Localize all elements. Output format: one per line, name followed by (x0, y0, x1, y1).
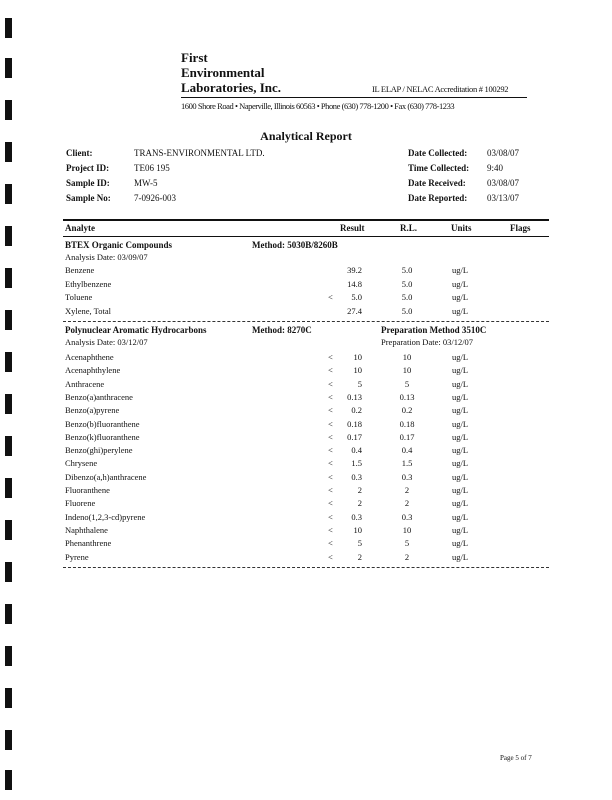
binding-mark (5, 226, 12, 246)
binding-mark (5, 730, 12, 750)
pah-method: Method: 8270C (252, 325, 312, 335)
result-value: 0.3 (351, 511, 362, 522)
date-collected-label: Date Collected: (408, 148, 468, 158)
result-qualifier: < (328, 511, 333, 522)
rl-value: 5.0 (401, 292, 413, 302)
units-value: ug/L (452, 524, 469, 535)
lab-name-line-2: Environmental (181, 65, 265, 80)
pah-separator (63, 567, 549, 568)
analyte-name: Ethylbenzene (65, 278, 112, 289)
table-row (0, 552, 612, 565)
time-collected-label: Time Collected: (408, 163, 470, 173)
column-result: Result (340, 223, 365, 233)
binding-mark (5, 646, 12, 666)
result-qualifier: < (328, 524, 333, 535)
table-row (0, 432, 612, 445)
sample-no-label: Sample No: (66, 193, 111, 203)
column-rl: R.L. (400, 223, 418, 233)
result-value: 0.2 (351, 405, 362, 416)
table-row (0, 445, 612, 458)
pah-prep-date: Preparation Date: 03/12/07 (381, 337, 474, 347)
result-qualifier: < (328, 471, 333, 482)
project-id-label: Project ID: (66, 163, 110, 173)
analyte-name: Benzo(a)pyrene (65, 405, 120, 416)
result-value: 0.4 (351, 445, 362, 456)
units-value: ug/L (452, 471, 469, 482)
result-qualifier: < (328, 431, 333, 442)
result-qualifier: < (328, 538, 333, 549)
date-collected-value: 03/08/07 (487, 148, 520, 158)
date-received-value: 03/08/07 (487, 178, 520, 188)
units-value: ug/L (452, 378, 469, 389)
result-qualifier: < (328, 391, 333, 402)
header-top-rule (63, 219, 549, 221)
rl-value: 0.18 (399, 418, 415, 429)
date-reported-label: Date Reported: (408, 193, 468, 203)
table-row (0, 525, 612, 538)
rl-value: 2 (404, 551, 410, 562)
analyte-name: Acenaphthene (65, 352, 114, 362)
result-value: 10 (353, 524, 362, 535)
binding-mark (5, 142, 12, 162)
binding-mark (5, 604, 12, 624)
rl-value: 0.13 (399, 391, 415, 402)
result-value: 0.17 (347, 431, 362, 442)
binding-mark (5, 770, 12, 790)
rl-value: 0.4 (401, 445, 413, 456)
units-value: ug/L (452, 418, 469, 429)
table-row (0, 485, 612, 498)
result-value: 2 (357, 551, 362, 562)
table-row (0, 538, 612, 551)
rl-value: 0.3 (401, 511, 413, 522)
rl-value: 0.3 (401, 471, 413, 482)
result-value: 0.3 (351, 471, 362, 482)
analyte-name: Benzo(a)anthracene (65, 391, 133, 402)
rl-value: 10 (402, 365, 412, 376)
analyte-name: Anthracene (65, 378, 105, 389)
rl-value: 5 (404, 378, 410, 389)
units-value: ug/L (452, 551, 469, 562)
units-value: ug/L (452, 365, 469, 376)
analyte-name: Fluorene (65, 498, 96, 509)
units-value: ug/L (452, 405, 469, 416)
table-row (0, 379, 612, 392)
result-qualifier: < (328, 292, 333, 302)
analyte-name: Benzo(k)fluoranthene (65, 431, 140, 442)
units-value: ug/L (452, 265, 469, 275)
rl-value: 10 (402, 352, 412, 362)
rl-value: 2 (404, 498, 410, 509)
sample-id-label: Sample ID: (66, 178, 110, 188)
result-qualifier: < (328, 551, 333, 562)
report-title: Analytical Report (260, 129, 352, 143)
analyte-name: Xylene, Total (65, 305, 111, 316)
result-value: 27.4 (347, 305, 362, 316)
lab-name-line-1: First (181, 50, 208, 65)
table-row (0, 498, 612, 511)
table-row (0, 405, 612, 418)
header-bottom-rule (63, 236, 549, 237)
client-value: TRANS-ENVIRONMENTAL LTD. (134, 148, 265, 158)
units-value: ug/L (452, 485, 469, 495)
page-number: Page 5 of 7 (500, 754, 532, 762)
units-value: ug/L (452, 278, 469, 289)
rl-value: 5 (404, 538, 410, 549)
lab-name-line-3: Laboratories, Inc. (181, 80, 282, 95)
analyte-name: Chrysene (65, 458, 98, 469)
table-row (0, 512, 612, 525)
accreditation-text: IL ELAP / NELAC Accreditation # 100292 (372, 84, 509, 94)
analyte-name: Benzene (65, 265, 95, 275)
sample-id-value: MW-5 (134, 178, 158, 188)
units-value: ug/L (452, 498, 469, 509)
units-value: ug/L (452, 352, 469, 362)
result-qualifier: < (328, 378, 333, 389)
pah-section-title: Polynuclear Aromatic Hydrocarbons (65, 325, 207, 335)
result-value: 0.18 (347, 418, 362, 429)
units-value: ug/L (452, 538, 469, 549)
analyte-name: Benzo(ghi)perylene (65, 445, 133, 456)
table-row (0, 419, 612, 432)
rl-value: 5.0 (401, 278, 413, 289)
units-value: ug/L (452, 445, 469, 456)
table-row (0, 306, 612, 319)
result-value: 2 (357, 485, 362, 495)
lab-address: 1600 Shore Road • Naperville, Illinois 60563 • Phone (630) 778-1200 • Fax (630) 778-1233 (181, 101, 455, 111)
units-value: ug/L (452, 431, 469, 442)
column-flags: Flags (510, 223, 531, 233)
result-value: 0.13 (347, 391, 362, 402)
column-units: Units (451, 223, 472, 233)
project-id-value: TE06 195 (134, 163, 170, 173)
result-qualifier: < (328, 405, 333, 416)
analyte-name: Benzo(b)fluoranthene (65, 418, 140, 429)
table-row (0, 279, 612, 292)
letterhead-rule (181, 97, 527, 98)
sample-no-value: 7-0926-003 (134, 193, 176, 203)
binding-mark (5, 58, 12, 78)
analyte-name: Pyrene (65, 551, 89, 562)
table-row (0, 472, 612, 485)
binding-mark (5, 562, 12, 582)
rl-value: 0.2 (401, 405, 413, 416)
date-received-label: Date Received: (408, 178, 466, 188)
rl-value: 0.17 (399, 431, 415, 442)
result-qualifier: < (328, 365, 333, 376)
table-row (0, 365, 612, 378)
analyte-name: Fluoranthene (65, 485, 110, 495)
rl-value: 5.0 (401, 305, 413, 316)
binding-mark (5, 100, 12, 120)
analyte-name: Phenanthrene (65, 538, 112, 549)
client-label: Client: (66, 148, 93, 158)
analyte-name: Dibenzo(a,h)anthracene (65, 471, 147, 482)
units-value: ug/L (452, 292, 469, 302)
btex-separator (63, 321, 549, 322)
binding-mark (5, 18, 12, 38)
result-value: 1.5 (351, 458, 362, 469)
btex-analysis-date: Analysis Date: 03/09/07 (65, 252, 148, 262)
table-row (0, 292, 612, 305)
table-row (0, 265, 612, 278)
result-qualifier: < (328, 485, 333, 495)
result-value: 10 (353, 365, 362, 376)
time-collected-value: 9:40 (487, 163, 504, 173)
column-analyte: Analyte (65, 223, 95, 233)
result-value: 5 (357, 378, 362, 389)
rl-value: 10 (402, 524, 412, 535)
result-qualifier: < (328, 445, 333, 456)
result-value: 5.0 (351, 292, 362, 302)
units-value: ug/L (452, 511, 469, 522)
result-qualifier: < (328, 498, 333, 509)
binding-mark (5, 184, 12, 204)
result-value: 10 (353, 352, 362, 362)
analyte-name: Indeno(1,2,3-cd)pyrene (65, 511, 146, 522)
rl-value: 1.5 (401, 458, 413, 469)
rl-value: 2 (404, 485, 410, 495)
btex-method: Method: 5030B/8260B (252, 240, 338, 250)
pah-prep-method: Preparation Method 3510C (381, 325, 487, 335)
result-value: 14.8 (347, 278, 362, 289)
result-value: 39.2 (347, 265, 362, 275)
analyte-name: Acenaphthylene (65, 365, 121, 376)
units-value: ug/L (452, 305, 469, 316)
units-value: ug/L (452, 458, 469, 469)
binding-mark (5, 688, 12, 708)
btex-section-title: BTEX Organic Compounds (65, 240, 173, 250)
analyte-name: Toluene (65, 292, 93, 302)
rl-value: 5.0 (401, 265, 413, 275)
units-value: ug/L (452, 391, 469, 402)
result-qualifier: < (328, 352, 333, 362)
analyte-name: Naphthalene (65, 524, 108, 535)
result-value: 2 (357, 498, 362, 509)
result-qualifier: < (328, 458, 333, 469)
pah-analysis-date: Analysis Date: 03/12/07 (65, 337, 148, 347)
table-row (0, 458, 612, 471)
result-value: 5 (357, 538, 362, 549)
date-reported-value: 03/13/07 (487, 193, 520, 203)
result-qualifier: < (328, 418, 333, 429)
table-row (0, 392, 612, 405)
table-row (0, 352, 612, 365)
